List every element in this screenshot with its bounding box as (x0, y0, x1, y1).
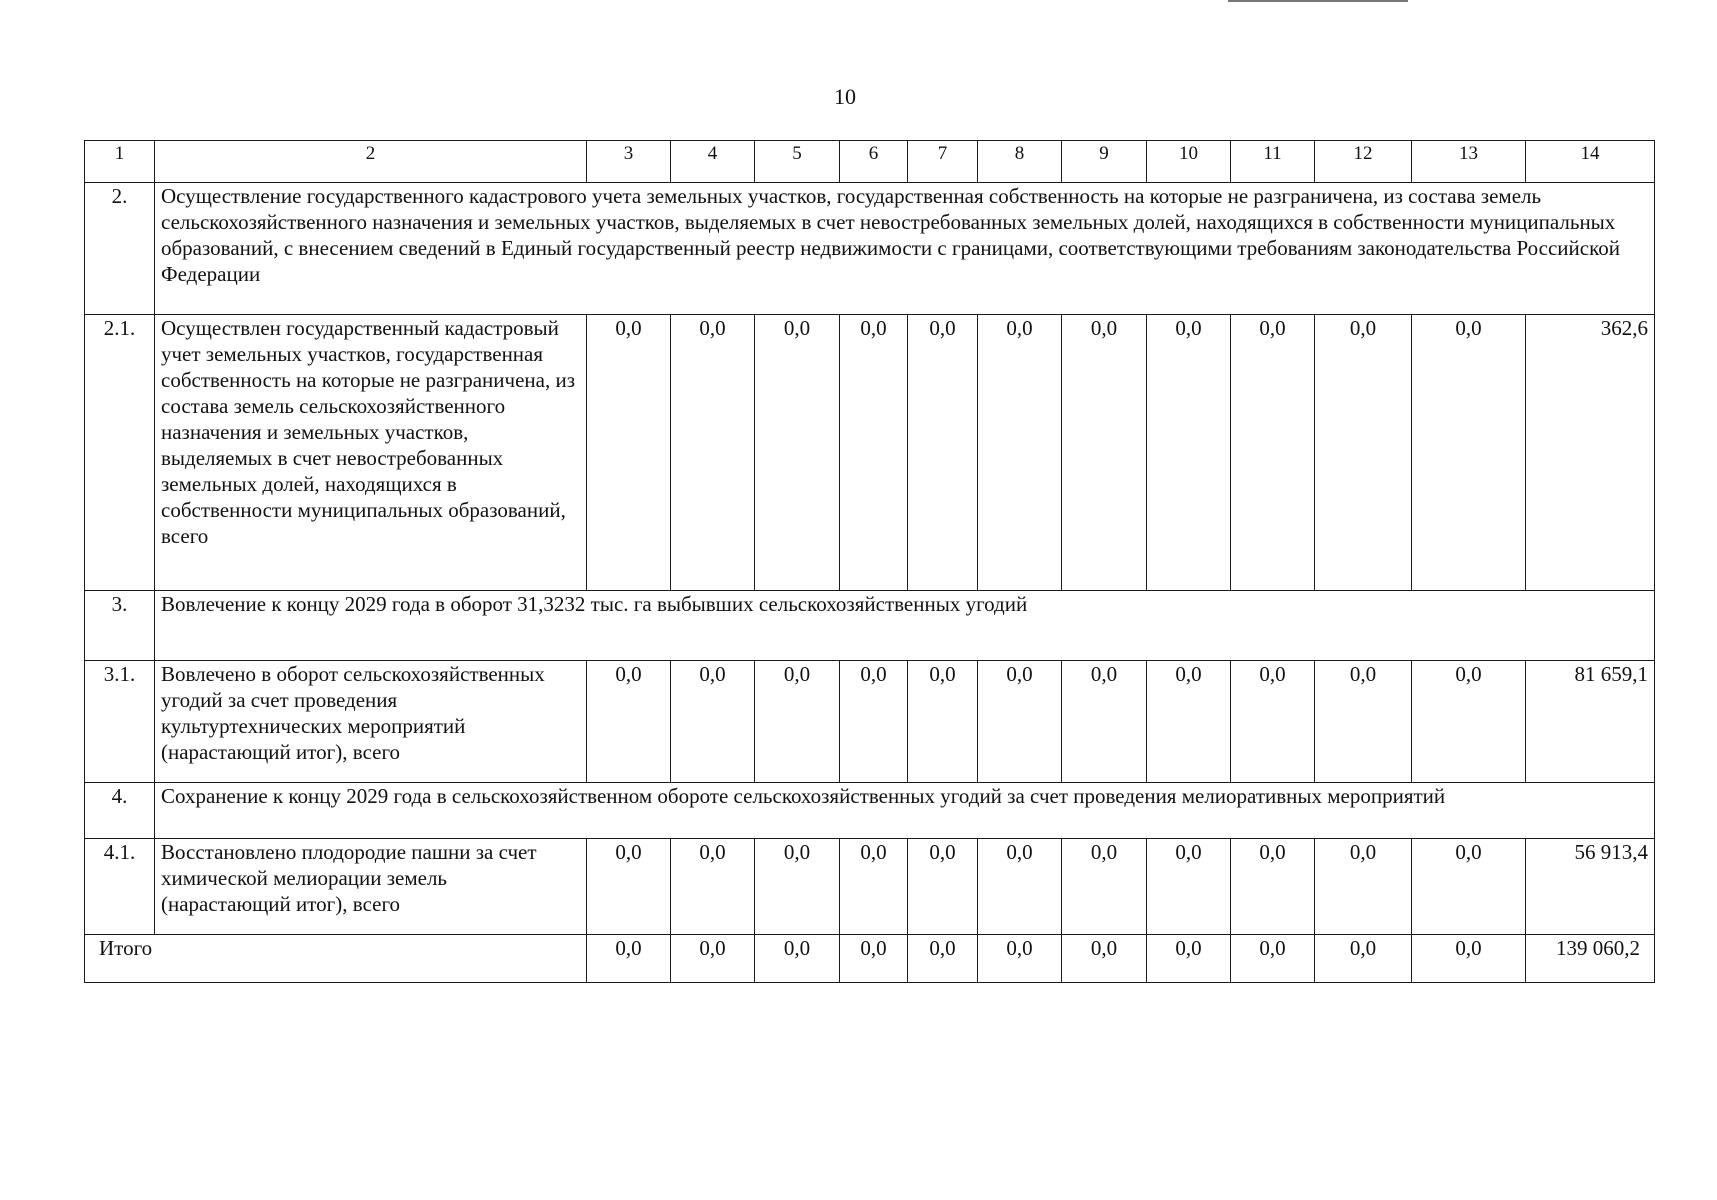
header-cell: 5 (755, 141, 840, 183)
value-cell: 0,0 (1315, 315, 1412, 591)
value-cell: 0,0 (908, 315, 978, 591)
section-row-2 (85, 183, 1655, 315)
section-row-3 (85, 591, 1655, 661)
value-cell-total: 362,6 (1526, 315, 1655, 591)
value-cell: 0,0 (978, 315, 1062, 591)
section-row-4 (85, 783, 1655, 839)
table-row-2-1 (85, 315, 1655, 591)
value-cell-total: 81 659,1 (1526, 661, 1655, 783)
value-cell: 0,0 (1062, 661, 1147, 783)
value-cell: 0,0 (755, 315, 840, 591)
value-cell: 0,0 (840, 315, 908, 591)
header-cell: 10 (1147, 141, 1231, 183)
total-value-cell: 0,0 (908, 935, 978, 983)
total-value-cell: 0,0 (671, 935, 755, 983)
header-cell: 1 (85, 141, 155, 183)
value-cell: 0,0 (587, 661, 671, 783)
total-row (85, 935, 1655, 983)
header-cell: 14 (1526, 141, 1655, 183)
value-cell: 0,0 (1231, 661, 1315, 783)
value-cell: 0,0 (671, 315, 755, 591)
value-cell: 0,0 (978, 839, 1062, 935)
total-value-cell: 0,0 (1231, 935, 1315, 983)
row-number: 2. (85, 183, 155, 315)
row-number: 4. (85, 783, 155, 839)
header-cell: 3 (587, 141, 671, 183)
grand-total-cell: 139 060,2 (1526, 935, 1655, 983)
value-cell-total: 56 913,4 (1526, 839, 1655, 935)
value-cell: 0,0 (1412, 839, 1526, 935)
value-cell: 0,0 (1315, 839, 1412, 935)
header-cell: 7 (908, 141, 978, 183)
value-cell: 0,0 (840, 661, 908, 783)
value-cell: 0,0 (1315, 661, 1412, 783)
value-cell: 0,0 (908, 661, 978, 783)
header-cell: 12 (1315, 141, 1412, 183)
section-title: Сохранение к концу 2029 года в сельскохозяйственном обороте сельскохозяйственных угодий за счет проведения мелиоративных мероприятий (155, 783, 1655, 839)
value-cell: 0,0 (1412, 661, 1526, 783)
value-cell: 0,0 (1231, 315, 1315, 591)
row-number: 3. (85, 591, 155, 661)
row-description: Вовлечено в оборот сельскохозяйственных угодий за счет проведения культуртехнических мероприятий (нарастающий итог), всего (155, 661, 587, 783)
value-cell: 0,0 (755, 839, 840, 935)
table-row-4-1 (85, 839, 1655, 935)
total-value-cell: 0,0 (840, 935, 908, 983)
value-cell: 0,0 (755, 661, 840, 783)
header-cell: 4 (671, 141, 755, 183)
value-cell: 0,0 (1062, 839, 1147, 935)
total-value-cell: 0,0 (1062, 935, 1147, 983)
value-cell: 0,0 (1412, 315, 1526, 591)
total-value-cell: 0,0 (755, 935, 840, 983)
header-cell: 6 (840, 141, 908, 183)
row-number: 4.1. (85, 839, 155, 935)
row-number: 2.1. (85, 315, 155, 591)
header-row (85, 141, 1655, 183)
header-cell: 8 (978, 141, 1062, 183)
section-title: Вовлечение к концу 2029 года в оборот 31,3232 тыс. га выбывших сельскохозяйственных угодий (155, 591, 1655, 661)
value-cell: 0,0 (587, 315, 671, 591)
section-title: Осуществление государственного кадастрового учета земельных участков, государственная собственность на которые не разграничена, из состава земель сельскохозяйственного назначения и земельных участков, выделяемых в счет невостребованных земельных долей, находящихся в собственности муниципальных образований, с внесением сведений в Единый государственный реестр недвижимости с границами, соответствующими требованиям законодательства Российской Федерации (155, 183, 1655, 315)
value-cell: 0,0 (840, 839, 908, 935)
header-cell: 2 (155, 141, 587, 183)
value-cell: 0,0 (1147, 661, 1231, 783)
total-value-cell: 0,0 (978, 935, 1062, 983)
row-description: Восстановлено плодородие пашни за счет химической мелиорации земель (нарастающий итог), всего (155, 839, 587, 935)
total-value-cell: 0,0 (587, 935, 671, 983)
row-description: Осуществлен государственный кадастровый учет земельных участков, государственная собственность на которые не разграничена, из состава земель сельскохозяйственного назначения и земельных участков, выделяемых в счет невостребованных земельных долей, находящихся в собственности муниципальных образований, всего (155, 315, 587, 591)
value-cell: 0,0 (1147, 315, 1231, 591)
header-cell: 11 (1231, 141, 1315, 183)
value-cell: 0,0 (1062, 315, 1147, 591)
value-cell: 0,0 (978, 661, 1062, 783)
value-cell: 0,0 (671, 839, 755, 935)
header-cell: 9 (1062, 141, 1147, 183)
page-number: 10 (834, 84, 856, 109)
value-cell: 0,0 (587, 839, 671, 935)
value-cell: 0,0 (1231, 839, 1315, 935)
table-row-3-1 (85, 661, 1655, 783)
data-table (84, 140, 1655, 983)
row-number: 3.1. (85, 661, 155, 783)
total-value-cell: 0,0 (1147, 935, 1231, 983)
total-value-cell: 0,0 (1412, 935, 1526, 983)
total-label: Итого (85, 935, 587, 983)
value-cell: 0,0 (908, 839, 978, 935)
value-cell: 0,0 (671, 661, 755, 783)
value-cell: 0,0 (1147, 839, 1231, 935)
top-edge-line (1228, 0, 1408, 2)
total-value-cell: 0,0 (1315, 935, 1412, 983)
header-cell: 13 (1412, 141, 1526, 183)
